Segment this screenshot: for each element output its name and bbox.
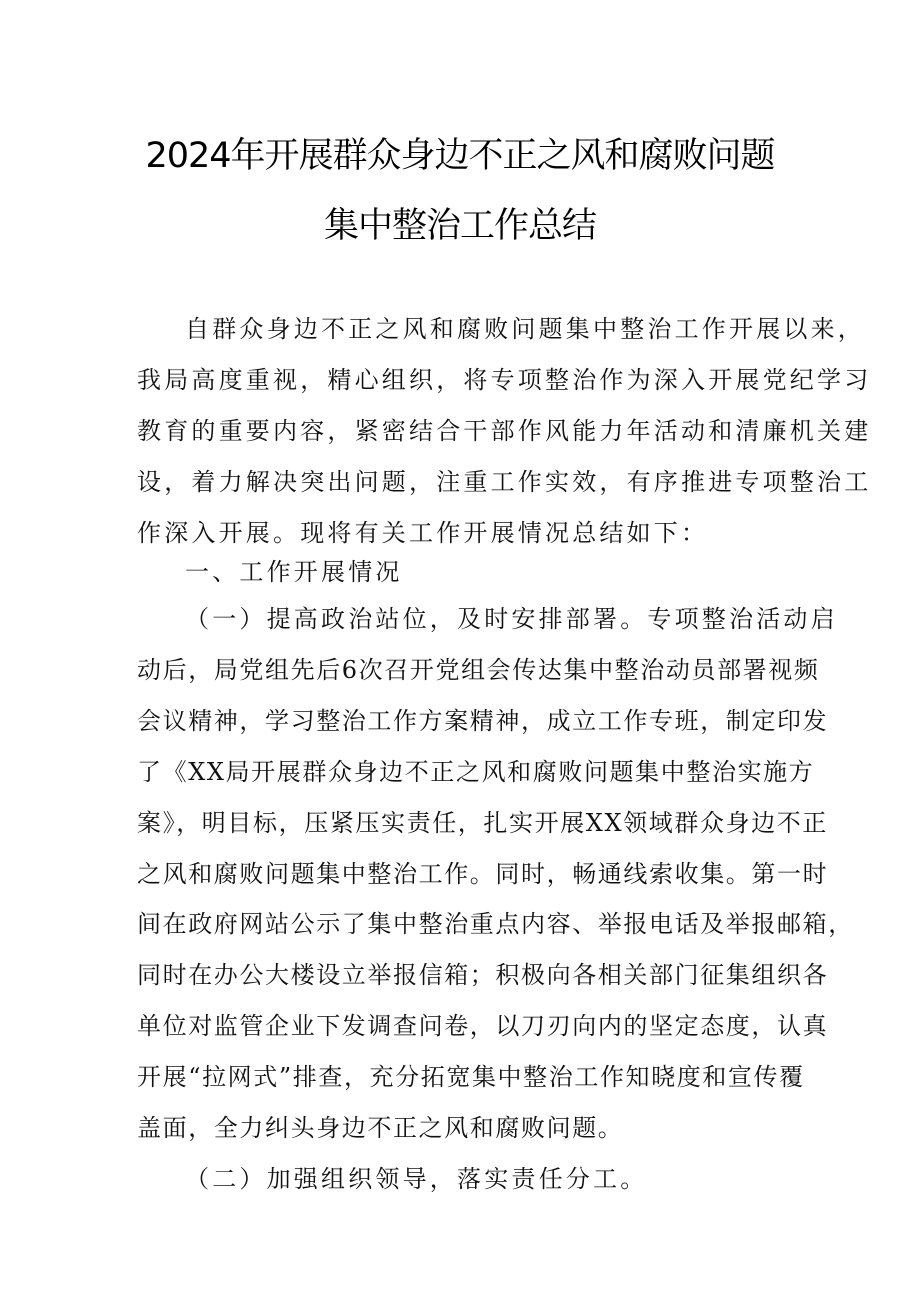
paragraph-line: 了《XX局开展群众身边不正之风和腐败问题集中整治实施方: [137, 758, 815, 786]
paragraph-line: 动后，局党组先后6次召开党组会传达集中整治动员部署视频: [137, 656, 820, 684]
paragraph-line: 单位对监管企业下发调查问卷，以刀刃向内的坚定态度，认真: [137, 1012, 829, 1040]
paragraph-line: 教育的重要内容，紧密结合干部作风能力年活动和清廉机关建: [137, 417, 872, 445]
paragraph-line: 案》，明目标，压紧压实责任，扎实开展XX领域群众身边不正: [137, 809, 828, 837]
paragraph-line: 之风和腐败问题集中整治工作。同时，畅通线索收集。第一时: [137, 860, 829, 888]
paragraph-line: 盖面，全力纠头身边不正之风和腐败问题。: [137, 1114, 624, 1142]
paragraph-line: （一）提高政治站位，及时安排部署。专项整治活动启: [185, 605, 838, 633]
paragraph-line: 间在政府网站公示了集中整治重点内容、举报电话及举报邮箱，: [137, 910, 854, 938]
document-title-line-1: 2024年开展群众身边不正之风和腐败问题: [145, 136, 775, 176]
paragraph-line: 我局高度重视，精心组织，将专项整治作为深入开展党纪学习: [137, 366, 872, 394]
paragraph-line: 作深入开展。现将有关工作开展情况总结如下：: [137, 519, 709, 547]
document-title-line-2: 集中整治工作总结: [323, 206, 596, 246]
paragraph-line: 会议精神，学习整治工作方案精神，成立工作专班，制定印发: [137, 707, 829, 735]
section-heading: 一、工作开展情况: [185, 558, 403, 586]
paragraph-line: 设，着力解决突出问题，注重工作实效，有序推进专项整治工: [137, 468, 872, 496]
paragraph-line: 开展“拉网式”排查，充分拓宽集中整治工作知晓度和宣传覆: [137, 1063, 805, 1091]
paragraph-line: 同时在办公大楼设立举报信箱；积极向各相关部门征集组织各: [137, 961, 829, 989]
paragraph-line: 自群众身边不正之风和腐败问题集中整治工作开展以来，: [185, 315, 865, 343]
section-subheading: （二）加强组织领导，落实责任分工。: [185, 1165, 648, 1193]
